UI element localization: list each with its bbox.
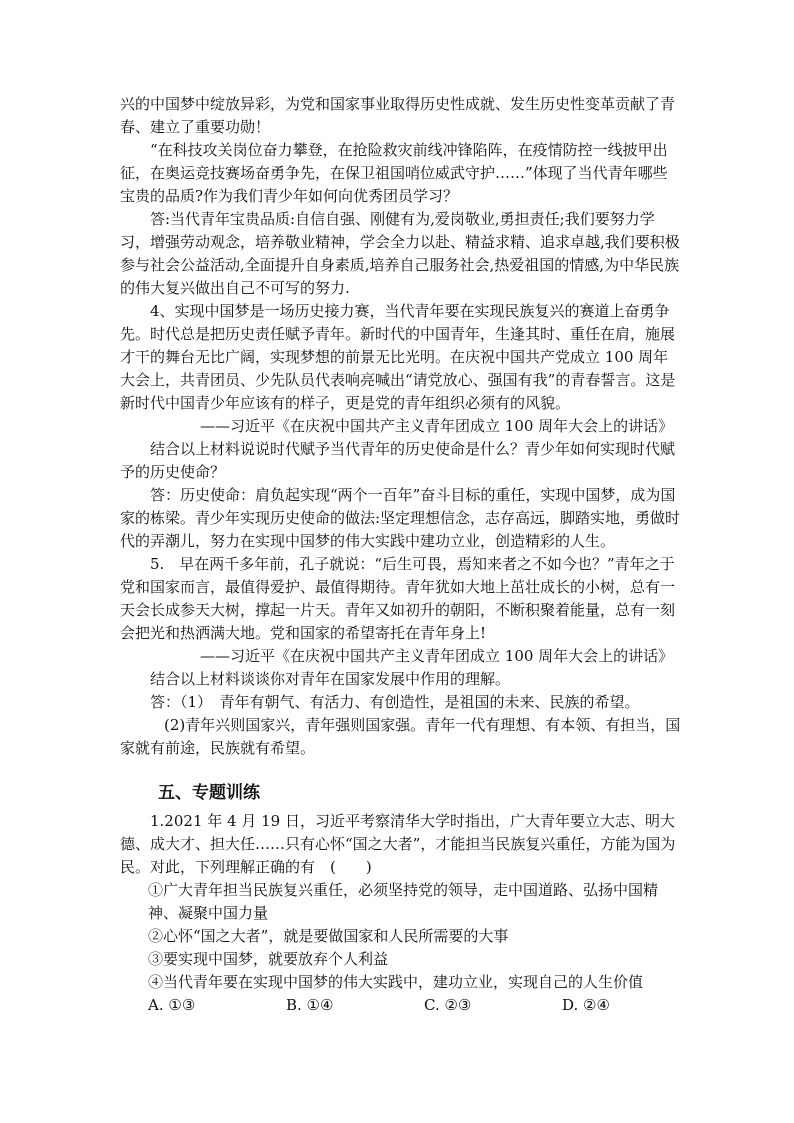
question-4-ask: 结合以上材料说说时代赋予当代青年的历史使命是什么？青少年如何实现时代赋予的历史使命？	[120, 440, 676, 481]
answer-4: 答：历史使命：肩负起实现“两个一百年”奋斗目标的重任，实现中国梦，成为国家的栋梁。青少年实现历史使命的做法:坚定理想信念，志存高远，脚踏实地，勇做时代的弄潮儿，努力在实现中国梦的伟大实践中建功立业，创造精彩的人生。	[120, 486, 681, 550]
question-3: “在科技攻关岗位奋力攀登，在抢险救灾前线冲锋陷阵，在疫情防控一线披甲出征，在奥运竞技赛场奋勇争先，在保卫祖国哨位威武守护……”体现了当代青年哪些宝贵的品质?作为我们青少年如何向优秀团员学习？	[120, 141, 668, 205]
choice-d: D. ②④	[562, 996, 610, 1014]
document-page	[120, 93, 682, 1017]
answer-5-part-2: (2)青年兴则国家兴，青年强则国家强。青年一代有理想、有本领、有担当，国家就有前途，民族就有希望。	[120, 716, 681, 757]
section-title: 五、专题训练	[158, 783, 260, 803]
exercise-option-2: ②心怀“国之大者”，就是要做国家和人民所需要的大事	[148, 927, 509, 945]
answer-3: 答:当代青年宝贵品质:自信自强、刚健有为,爱岗敬业,勇担责任;我们要努力学习，增强劳动观念，培养敬业精神，学会全力以赴、精益求精、追求卓越,我们要积极参与社会公益活动,全面提升自身素质,培养自己服务社会,热爱祖国的情感,为中华民族的伟大复兴做出自己不可写的努力.	[120, 210, 680, 297]
answer-5-part-1: 答：（1） 青年有朝气、有活力、有创造性，是祖国的未来、民族的希望。	[150, 693, 640, 711]
exercise-option-3: ③要实现中国梦，就要放弃个人利益	[148, 950, 389, 968]
choice-c: C. ②③	[424, 996, 472, 1014]
question-5: 5. 早在两千多年前，孔子就说：“后生可畏，焉知来者之不如今也？”青年之于党和国家而言，最值得爱护、最值得期待。青年犹如大地上茁壮成长的小树，总有一天会长成参天大树，撑起一片天。青年又如初升的朝阳，不断积聚着能量，总有一刻会把光和热洒满大地。党和国家的希望寄托在青年身上!	[120, 555, 676, 642]
choice-b: B. ①④	[286, 996, 334, 1014]
question-4-source: ——习近平《在庆祝中国共产主义青年团成立 100 周年大会上的讲话》	[200, 417, 674, 435]
exercise-option-4: ④当代青年要在实现中国梦的伟大实践中，建功立业，实现自己的人生价值	[148, 973, 644, 991]
choice-a: A. ①③	[148, 996, 196, 1014]
question-5-ask: 结合以上材料谈谈你对青年在国家发展中作用的理解。	[150, 670, 511, 688]
exercise-stem: 1.2021 年 4 月 19 日，习近平考察清华大学时指出，广大青年要立大志、明大德、成大才、担大任……只有心怀“国之大者”，才能担当民族复兴重任，方能为国为民。对此，下列理解正确的有 ( )	[120, 812, 676, 876]
exercise-option-1: ①广大青年担当民族复兴重任，必须坚持党的领导，走中国道路、弘扬中国精神、凝聚中国力量	[148, 881, 659, 922]
paragraph-intro: 兴的中国梦中绽放异彩，为党和国家事业取得历史性成就、发生历史性变革贡献了青春、建立了重要功勋！	[120, 95, 676, 136]
question-4: 4、实现中国梦是一场历史接力赛，当代青年要在实现民族复兴的赛道上奋勇争先。时代总是把历史责任赋予青年。新时代的中国青年，生逢其时、重任在肩，施展才干的舞台无比广阔，实现梦想的前景无比光明。在庆祝中国共产党成立 100 周年大会上，共青团员、少先队员代表响亮喊出“请党放心、强国有我”的青春誓言。这是新时代中国青少年应该有的样子，更是党的青年组织必须有的风貌。	[120, 302, 676, 412]
question-5-source: ——习近平《在庆祝中国共产主义青年团成立 100 周年大会上的讲话》	[200, 647, 674, 665]
exercise-choices	[120, 994, 682, 1017]
